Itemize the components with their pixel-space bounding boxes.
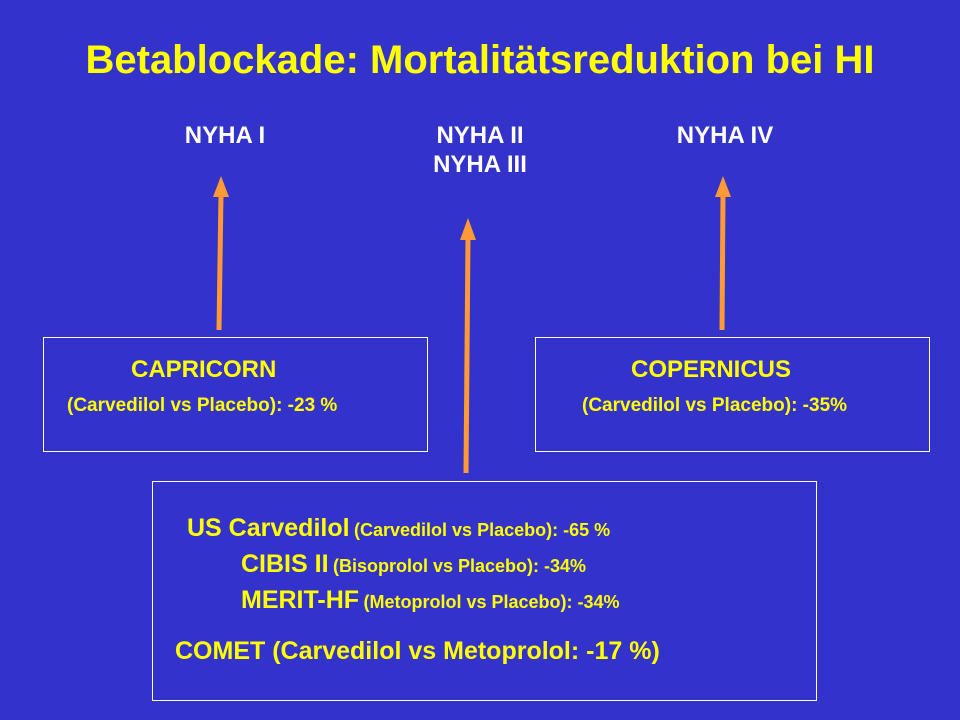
copernicus-box <box>535 337 930 452</box>
trial-cibis-ii-name: CIBIS II <box>241 550 329 578</box>
arrow-copernicus-to-nyha-iv <box>715 176 731 330</box>
copernicus-title: COPERNICUS <box>631 356 792 383</box>
trial-merit-hf-result: (Metoprolol vs Placebo): -34% <box>363 592 620 612</box>
trial-merit-hf <box>241 586 620 615</box>
capricorn-box <box>43 337 428 452</box>
trial-us-carvedilol <box>187 514 610 543</box>
trials-box <box>152 481 817 701</box>
copernicus-result: (Carvedilol vs Placebo): -35% <box>582 395 848 416</box>
capricorn-title: CAPRICORN <box>131 356 277 383</box>
slide-title: Betablockade: Mortalitätsreduktion bei HI <box>85 38 875 82</box>
nyha-i-label: NYHA I <box>184 122 266 149</box>
arrow-trials-to-nyha-ii-iii <box>460 218 476 473</box>
nyha-iv-label: NYHA IV <box>676 122 774 149</box>
trial-us-carvedilol-name: US Carvedilol <box>187 514 350 542</box>
nyha-iii-label: NYHA III <box>433 151 527 178</box>
arrow-capricorn-to-nyha-i <box>213 176 229 330</box>
nyha-ii-label: NYHA II <box>436 122 524 149</box>
comet-result: COMET (Carvedilol vs Metoprolol: -17 %) <box>175 637 660 665</box>
trial-cibis-ii <box>241 550 586 579</box>
capricorn-result: (Carvedilol vs Placebo): -23 % <box>67 395 338 416</box>
trial-us-carvedilol-result: (Carvedilol vs Placebo): -65 % <box>354 520 611 540</box>
trial-merit-hf-name: MERIT-HF <box>241 586 360 614</box>
trial-cibis-ii-result: (Bisoprolol vs Placebo): -34% <box>332 556 587 576</box>
